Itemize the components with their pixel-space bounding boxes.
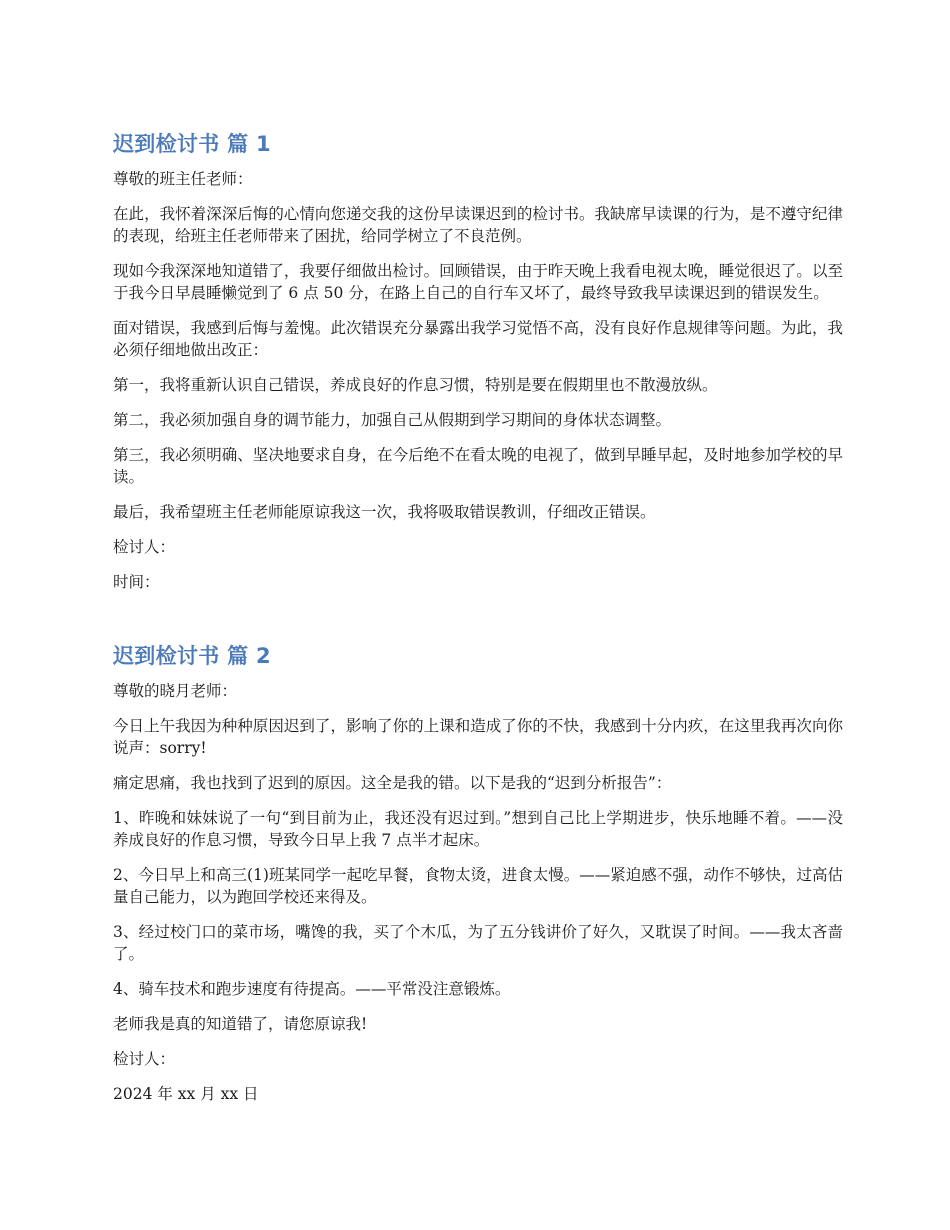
- body-paragraph: 在此，我怀着深深后悔的心情向您递交我的这份早读课迟到的检讨书。我缺席早读课的行为，是不遵守纪律的表现，给班主任老师带来了困扰，给同学树立了不良范例。: [113, 205, 843, 245]
- salutation: 尊敬的晓月老师：: [113, 682, 238, 700]
- salutation: 尊敬的班主任老师：: [113, 170, 253, 188]
- body-paragraph: 第二，我必须加强自身的调节能力，加强自己从假期到学习期间的身体状态调整。: [113, 411, 672, 429]
- body-paragraph: 第一，我将重新认识自己错误，养成良好的作息习惯，特别是要在假期里也不散漫放纵。: [113, 376, 718, 394]
- body-paragraph: 最后，我希望班主任老师能原谅我这一次，我将吸取错误教训，仔细改正错误。: [113, 503, 656, 521]
- body-paragraph: 今日上午我因为种种原因迟到了，影响了你的上课和造成了你的不快，我感到十分内疚，在这里我再次向你说声：sorry!: [113, 717, 843, 757]
- list-item: 2、今日早上和高三(1)班某同学一起吃早餐，食物太烫，进食太慢。——紧迫感不强，动作不够快，过高估量自己能力，以为跑回学校还来得及。: [113, 866, 843, 906]
- list-item: 3、经过校门口的菜市场，嘴馋的我，买了个木瓜，为了五分钱讲价了好久，又耽误了时间。——我太吝啬了。: [113, 923, 843, 963]
- section-title: 迟到检讨书 篇 1: [113, 132, 271, 156]
- signer-line: 检讨人：: [113, 538, 176, 556]
- list-item: 4、骑车技术和跑步速度有待提高。——平常没注意锻炼。: [113, 980, 511, 998]
- date-line: 时间：: [113, 573, 160, 591]
- body-paragraph: 面对错误，我感到后悔与羞愧。此次错误充分暴露出我学习觉悟不高，没有良好作息规律等问题。为此，我必须仔细地做出改正：: [113, 319, 843, 359]
- body-paragraph: 第三，我必须明确、坚决地要求自身，在今后绝不在看太晚的电视了，做到早睡早起，及时地参加学校的早读。: [113, 446, 843, 486]
- body-paragraph: 老师我是真的知道错了，请您原谅我!: [113, 1015, 368, 1033]
- section-2: [113, 640, 843, 1118]
- list-item: 1、昨晚和妹妹说了一句“到目前为止，我还没有迟过到。”想到自己比上学期进步，快乐地睡不着。——没养成良好的作息习惯，导致今日早上我 7 点半才起床。: [113, 809, 843, 849]
- section-title: 迟到检讨书 篇 2: [113, 644, 271, 668]
- signer-line: 检讨人：: [113, 1050, 176, 1068]
- section-1: [113, 128, 843, 606]
- date-line: 2024 年 xx 月 xx 日: [113, 1085, 259, 1103]
- body-paragraph: 痛定思痛，我也找到了迟到的原因。这全是我的错。以下是我的“迟到分析报告”：: [113, 774, 672, 792]
- body-paragraph: 现如今我深深地知道错了，我要仔细做出检讨。回顾错误，由于昨天晚上我看电视太晚，睡觉很迟了。以至于我今日早晨睡懒觉到了 6 点 50 分，在路上自己的自行车又坏了，最终导致我早读课迟到的错误发生。: [113, 262, 843, 302]
